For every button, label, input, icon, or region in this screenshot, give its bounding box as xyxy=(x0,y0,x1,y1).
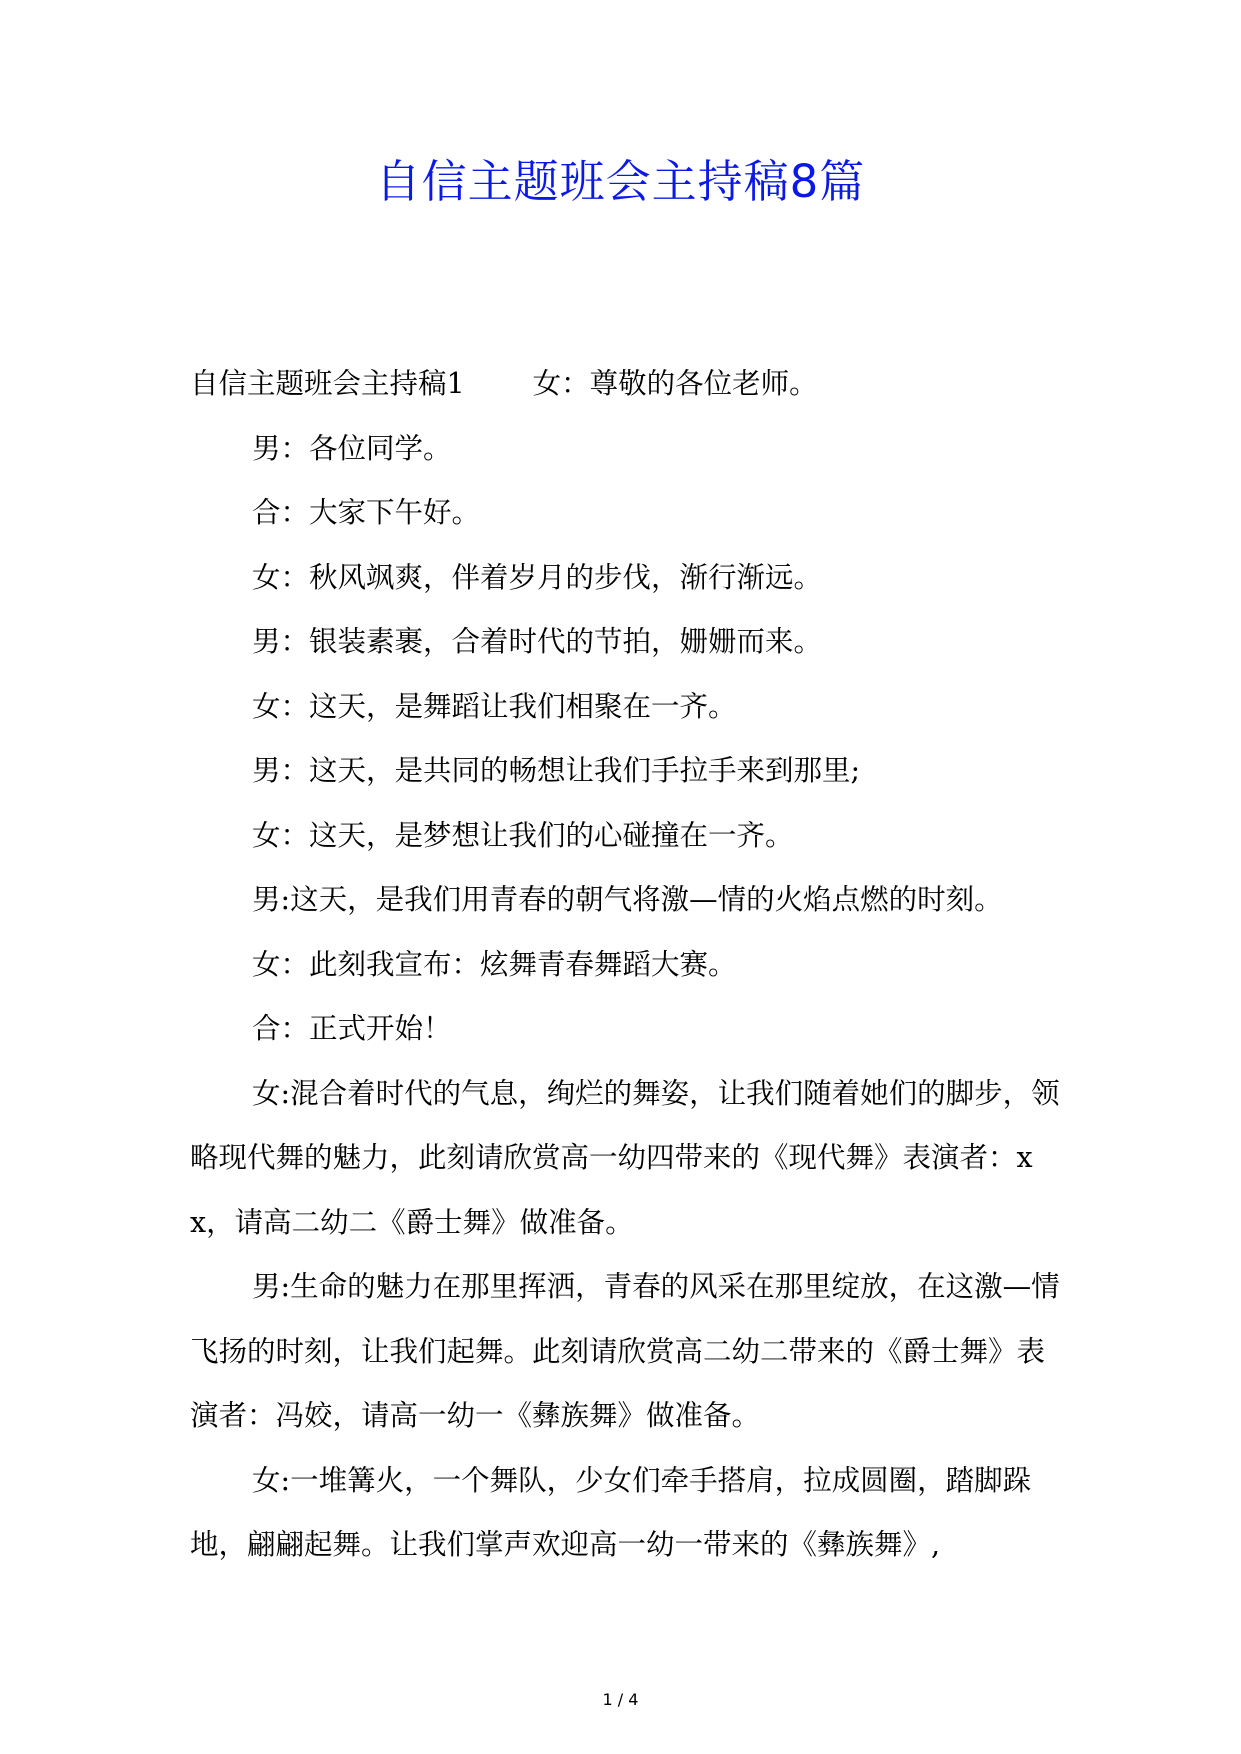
document-title: 自信主题班会主持稿8篇 xyxy=(375,155,866,208)
paragraph: 女:混合着时代的气息，绚烂的舞姿，让我们随着她们的脚步，领略现代舞的魅力，此刻请欣赏高一幼四带来的《现代舞》表演者：xx，请高二幼二《爵士舞》做准备。 xyxy=(190,1076,1060,1239)
paragraph: 男：各位同学。 xyxy=(252,431,452,465)
paragraph: 女：秋风飒爽，伴着岁月的步伐，渐行渐远。 xyxy=(252,560,823,594)
first-line-speech: 女：尊敬的各位老师。 xyxy=(532,367,818,400)
first-line-heading: 自信主题班会主持稿1 xyxy=(190,367,465,400)
paragraph: 男:这天，是我们用青春的朝气将激—情的火焰点燃的时刻。 xyxy=(252,883,1003,916)
paragraph: 合：大家下午好。 xyxy=(252,496,481,529)
paragraph: 合：正式开始！ xyxy=(252,1012,452,1045)
paragraph: 女：这天，是舞蹈让我们相聚在一齐。 xyxy=(252,689,737,723)
paragraph: 男：这天，是共同的畅想让我们手拉手来到那里; xyxy=(252,754,861,787)
document-body xyxy=(190,352,1060,1578)
paragraph: 女：此刻我宣布：炫舞青春舞蹈大赛。 xyxy=(252,947,737,981)
paragraph: 男：银装素裹，合着时代的节拍，姗姗而来。 xyxy=(252,625,823,658)
paragraph: 女:一堆篝火，一个舞队，少女们牵手搭肩，拉成圆圈，踏脚跺地，翩翩起舞。让我们掌声欢迎高一幼一带来的《彝族舞》, xyxy=(190,1463,1032,1561)
page-indicator: 1 / 4 xyxy=(602,1690,639,1709)
paragraph: 女：这天，是梦想让我们的心碰撞在一齐。 xyxy=(252,818,794,852)
first-paragraph xyxy=(190,352,1060,417)
paragraph: 男:生命的魅力在那里挥洒，青春的风采在那里绽放，在这激—情飞扬的时刻，让我们起舞。此刻请欣赏高二幼二带来的《爵士舞》表演者：冯姣，请高一幼一《彝族舞》做准备。 xyxy=(190,1270,1060,1432)
